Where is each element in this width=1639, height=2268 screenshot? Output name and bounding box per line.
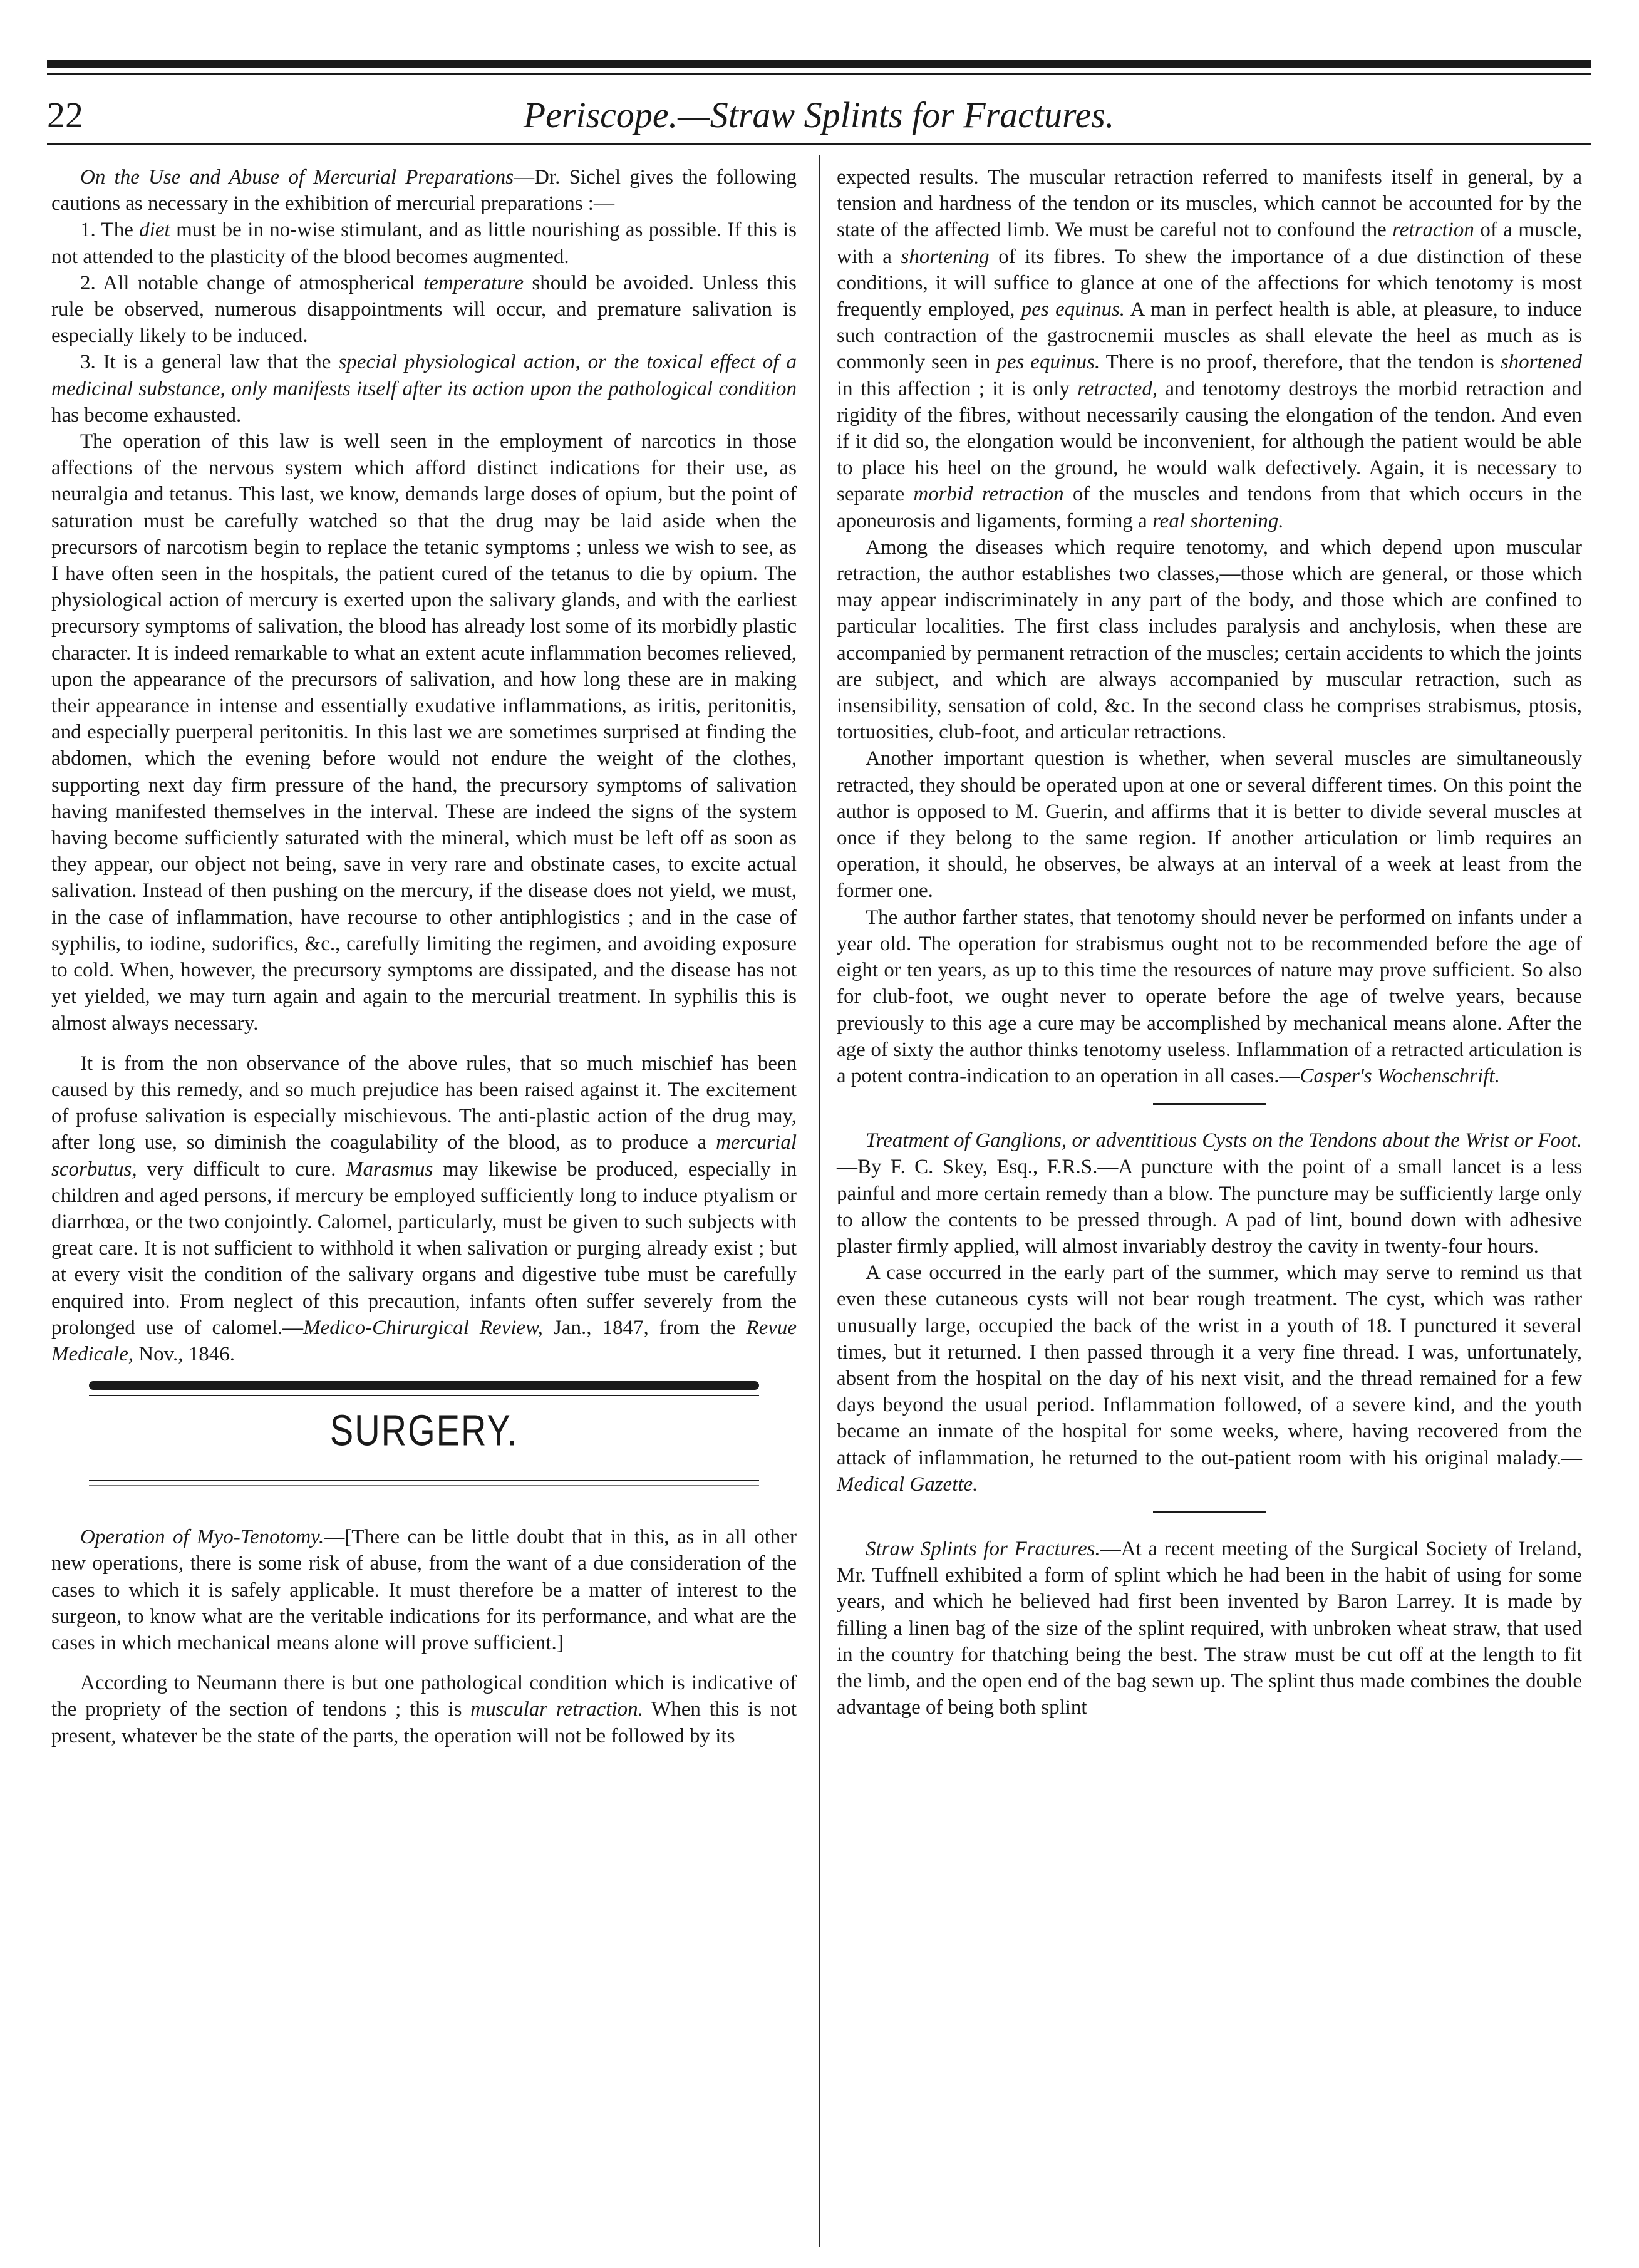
running-head: Periscope.—Straw Splints for Fractures. <box>523 95 1115 135</box>
section-rule-thick <box>89 1381 759 1390</box>
mercurial-rule-3: 3. It is a general law that the special physiological action, or the toxical effect of a medicinal substance, only manifests itself after its action upon the pathological condition has become exhausted. <box>51 351 797 427</box>
tenotomy-infants-paragraph: The author farther states, that tenotomy should never be performed on infants under a year old. The operation for strabismus ought not to be recommended before the age of eight or ten years, as up to this time the resources of nature may prove sufficient. So also for club-foot, we ought never to operate before the age of twelve years, because previously to this age a cure may be accomplished by mechanical means alone. After the age of sixty the author thinks tenotomy useless. Inflammation of a retracted articulation is a potent contra-indication to an operation in all cases.—Casper's Wochenschrift. <box>837 906 1582 1087</box>
section-heading-block <box>51 1367 797 1524</box>
section-rule-under <box>89 1480 759 1481</box>
header-rule-thick <box>47 60 1591 68</box>
myotenotomy-intro-paragraph: Operation of Myo-Tenotomy.—[There can be little doubt that in this, as in all other new operations, there is some risk of abuse, from the want of a due consideration of the cases to which it is safely applicable. It must therefore be a matter of interest to the surgeon, to know what are the veritable indications for its performance, and what are the cases in which mechanical means alone will prove sufficient.] <box>51 1526 797 1654</box>
mercurial-intro-paragraph: On the Use and Abuse of Mercurial Preparations—Dr. Sichel gives the following cautions as necessary in the exhibition of mercurial preparations :— <box>51 166 797 215</box>
tenotomy-question-paragraph: Another important question is whether, when several muscles are simultaneously retracted, they should be operated upon at one or several different times. On this point the author is opposed to M. Guerin, and affirms that it is better to divide several muscles at once if they belong to the same region. If another articulation or limb requires an operation, it should, he observes, be always at an interval of a week at least from the former one. <box>837 747 1582 903</box>
tenotomy-classes-paragraph: Among the diseases which require tenotomy, and which depend upon muscular retraction, the author establishes two classes,—those which are general, or those which may appear indiscriminately in any part of the body, and those which are confined to particular localities. The first class includes paralysis and anchylosis, when these are accompanied by permanent retraction of the muscles; certain accidents to which the joints are subject, and which are always accompanied by muscular retraction, such as insensibility, sensation of cold, &c. In the second class he comprises strabismus, ptosis, tortuosities, club-foot, and articular retractions. <box>837 536 1582 744</box>
mercurial-rule-1: 1. The diet must be in no-wise stimulant, and as little nourishing as possible. If this is not attended to the plasticity of the blood becomes augmented. <box>51 219 797 268</box>
article-title-myotenotomy: Operation of Myo-Tenotomy. <box>80 1526 324 1549</box>
page-number: 22 <box>47 95 83 135</box>
section-rule-thin <box>89 1395 759 1396</box>
straw-splints-paragraph: Straw Splints for Fractures.—At a recent meeting of the Surgical Society of Ireland, Mr. Tuffnell exhibited a form of splint which he had been in the habit of using for some years, and which he believed had first been invented by Baron Larrey. It is made by filling a linen bag of the size of the splint required, with unbroken wheat straw, that used in the country for thatching being the best. The straw must be cut off at the length to fit the limb, and the open end of the bag sewn up. The splint thus made combines the double advantage of being both splint <box>837 1537 1583 1719</box>
ganglions-intro-paragraph: Treatment of Ganglions, or adventitious Cysts on the Tendons about the Wrist or Foot.—By F. C. Skey, Esq., F.R.S.—A puncture with the point of a small lancet is a less painful and more certain remedy than a blow. The puncture may be sufficiently large only to allow the contents to be pressed through. A pad of lint, bound down with adhesive plaster firmly applied, will almost invariably destroy the cavity in twenty-four hours. <box>837 1129 1582 1258</box>
page-header <box>47 88 1591 138</box>
article-title-mercurial: On the Use and Abuse of Mercurial Preparations <box>80 166 514 189</box>
article-title-ganglions: Treatment of Ganglions, or adventitious Cysts on the Tendons about the Wrist or Foot. <box>866 1129 1582 1152</box>
section-rule-under-thin <box>89 1485 759 1486</box>
tenotomy-continuation-paragraph: expected results. The muscular retraction referred to manifests itself in general, by a tension and hardness of the tendon or its muscles, which cannot be accounted for by the state of the affected limb. We must be careful not to confound the retraction of a muscle, with a shortening of its fibres. To shew the importance of a due distinction of these conditions, it will suffice to glance at one of the affections for which tenotomy is most frequently employed, pes equinus. A man in perfect health is able, at pleasure, to induce such contraction of the gastrocnemii muscles as shall elevate the heel as much as is commonly seen in pes equinus. There is no proof, therefore, that the tendon is shortened in this affection ; it is only retracted, and tenotomy destroys the morbid retraction and rigidity of the fibres, without necessarily causing the elongation of the tendon. And even if it did so, the elongation would be inconvenient, for although the patient would be able to place his heel on the ground, he would walk defectively. Again, it is necessary to separate morbid retraction of the muscles and tendons from that which occurs in the aponeurosis and ligaments, forming a real shortening. <box>837 166 1583 532</box>
column-divider <box>819 155 820 2247</box>
myotenotomy-neumann-paragraph: According to Neumann there is but one pathological condition which is indicative of the propriety of the section of tendons ; this is muscular retraction. When this is not present, whatever be the state of the parts, the operation will not be followed by its <box>51 1672 797 1748</box>
right-column <box>837 164 1582 1721</box>
mischief-paragraph: It is from the non observance of the above rules, that so much mischief has been caused by this remedy, and so much prejudice has been raised against it. The excitement of profuse salivation is especially mischievous. The anti-plastic action of the drug may, after long use, so diminish the coagulability of the blood, as to produce a mercurial scorbutus, very difficult to cure. Marasmus may likewise be produced, especially in children and aged persons, if mercury be employed sufficiently long to induce ptyalism or diarrhœa, or the two conjointly. Calomel, particularly, must be given to such subjects with great care. It is not sufficient to withhold it when salivation or purging already exist ; but at every visit the condition of the salivary organs and digestive tube must be carefully enquired into. From neglect of this precaution, infants often suffer severely from the prolonged use of calomel.—Medico-Chirurgical Review, Jan., 1847, from the Revue Medicale, Nov., 1846. <box>51 1052 797 1365</box>
spacer <box>51 1037 797 1050</box>
left-column <box>51 164 797 1749</box>
article-separator-rule <box>1153 1103 1266 1105</box>
ganglions-case-paragraph: A case occurred in the early part of the summer, which may serve to remind us that even these cutaneous cysts will not bear rough treatment. The cyst, which was rather unusually large, occupied the back of the wrist in a youth of 18. I punctured it several times, but it returned. I then passed through it a very fine thread. I was, unfortunately, absent from the hospital on the day of his next visit, and the thread remained for a few days beyond the usual period. Inflammation followed, of a severe kind, and the youth became an inmate of the hospital for some weeks, where, having recovered from the attack of inflammation, he returned to the out-patient room with his original malady.—Medical Gazette. <box>837 1261 1582 1496</box>
article-title-straw-splints: Straw Splints for Fractures. <box>866 1537 1100 1560</box>
mercurial-rule-2: 2. All notable change of atmospherical temperature should be avoided. Unless this rule be observed, numerous disappointments will occur, and premature salivation is especially likely to be induced. <box>51 271 797 348</box>
section-title: SURGERY. <box>329 1406 519 1455</box>
spacer <box>51 1656 797 1670</box>
header-bottom-rule <box>47 143 1591 145</box>
header-rule-thin <box>47 73 1591 75</box>
narcotics-paragraph: The operation of this law is well seen in the employment of narcotics in those affections of the nervous system which afford distinct indications for their use, as neuralgia and tetanus. This last, we know, demands large doses of opium, but the point of saturation must be carefully watched so that the drug may be laid aside when the precursors of narcotism begin to replace the tetanic symptoms ; unless we wish to see, as I have often seen in the hospitals, the patient cured of the tetanus to die by opium. The physiological action of mercury is exerted upon the salivary glands, and with the earliest precursory symptoms of salivation, the blood has already lost some of its morbidly plastic character. It is indeed remarkable to what an extent acute inflammation becomes relieved, upon the appearance of the precursors of salivation, and how long these are in making their appearance in intense and essentially exudative inflammations, as iritis, peritonitis, and especially puerperal peritonitis. In this last we are sometimes surprised at finding the abdomen, which the evening before would not endure the weight of the clothes, supporting next day firm pressure of the hand, the precursory symptoms of salivation having manifested themselves in the interval. These are indeed the signs of the system having become sufficiently saturated with the mineral, which must be left off as soon as they appear, our object not being, save in very rare and obstinate cases, to excite actual salivation. Instead of then pushing on the mercury, if the disease does not yield, we must, in the case of inflammation, have recourse to other antiphlogistics ; and in the case of syphilis, to iodine, sudorifics, &c., carefully limiting the regimen, and avoiding exposure to cold. When, however, the precursory symptoms are dissipated, and the disease has not yet yielded, we may turn again and again to the mercurial treatment. In syphilis this is almost always necessary. <box>51 430 797 1035</box>
article-separator-rule <box>1153 1511 1266 1513</box>
